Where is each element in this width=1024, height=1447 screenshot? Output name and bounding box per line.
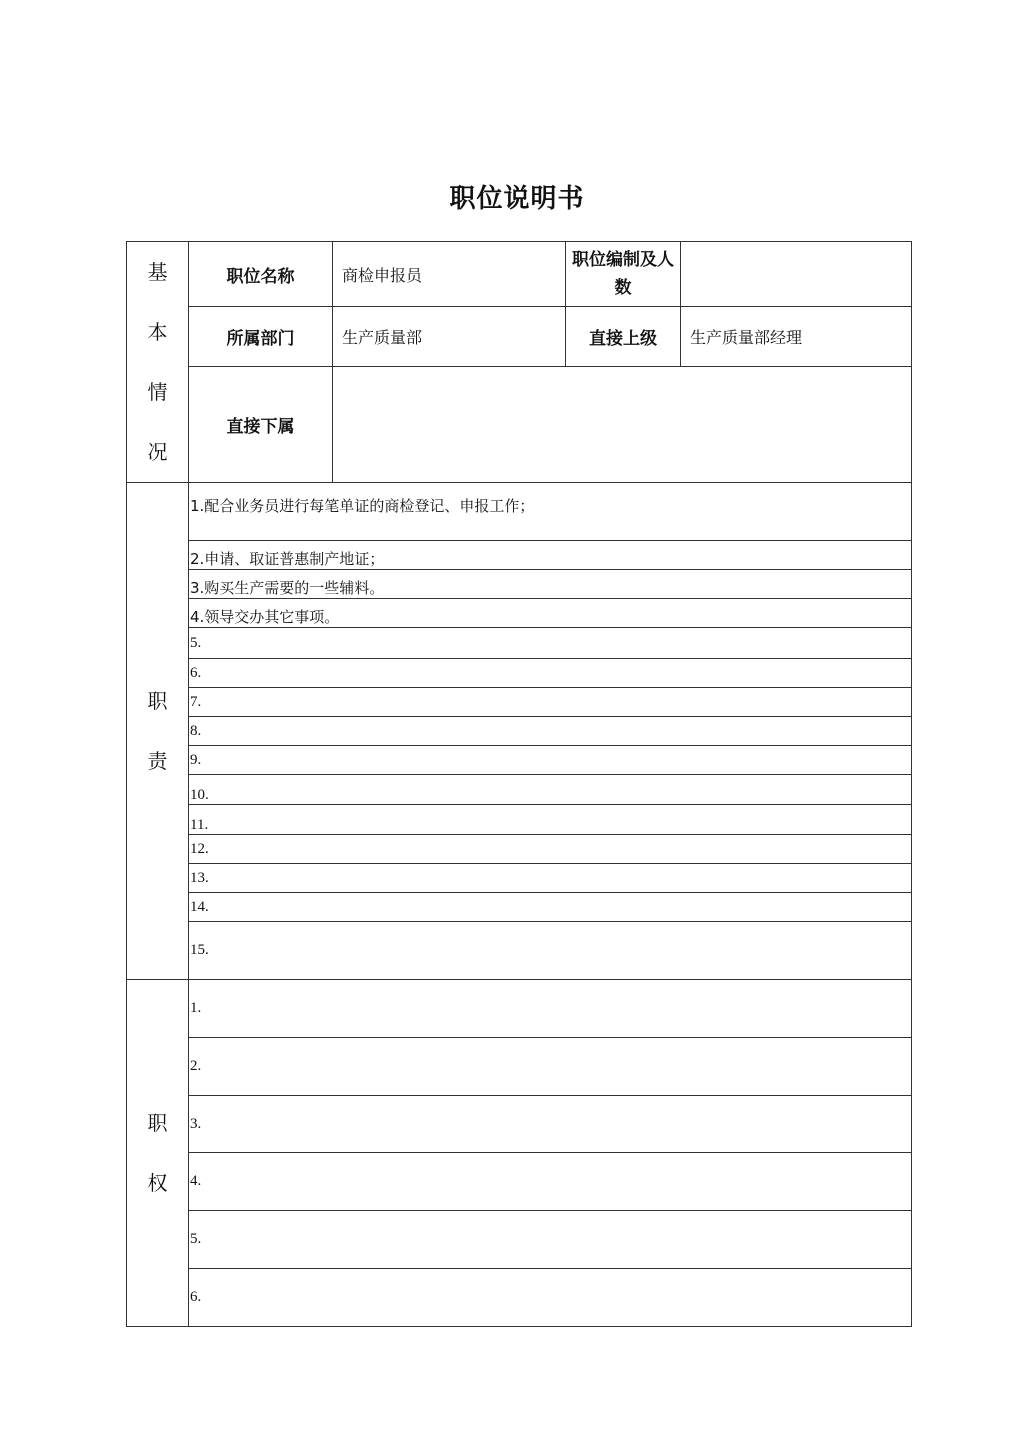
authority-row xyxy=(127,1211,912,1269)
job-description-table xyxy=(126,241,912,1327)
duty-item[interactable]: 15. xyxy=(189,922,912,980)
duty-item[interactable]: 7. xyxy=(189,688,912,717)
duty-item[interactable]: 11. xyxy=(189,805,912,835)
duty-item[interactable]: 14. xyxy=(189,893,912,922)
duty-item[interactable]: 13. xyxy=(189,864,912,893)
duty-row xyxy=(127,570,912,599)
section-char: 情 xyxy=(147,380,168,404)
section-basic-info xyxy=(127,242,189,483)
authority-item[interactable]: 6. xyxy=(189,1269,912,1327)
duty-row xyxy=(127,688,912,717)
duty-row xyxy=(127,805,912,835)
row-department xyxy=(127,307,912,366)
authority-item[interactable]: 2. xyxy=(189,1038,912,1096)
supervisor-value[interactable]: 生产质量部经理 xyxy=(681,307,912,366)
duty-row xyxy=(127,599,912,628)
duty-item[interactable]: 4.领导交办其它事项。 xyxy=(189,599,912,628)
section-char: 职 xyxy=(147,689,168,713)
authority-row xyxy=(127,1096,912,1153)
duty-item[interactable]: 3.购买生产需要的一些辅料。 xyxy=(189,570,912,599)
supervisor-label: 直接上级 xyxy=(566,307,681,366)
section-char: 基 xyxy=(147,260,168,284)
duty-row xyxy=(127,541,912,570)
duty-item[interactable]: 5. xyxy=(189,628,912,659)
duty-item[interactable]: 9. xyxy=(189,746,912,775)
department-label: 所属部门 xyxy=(189,307,333,366)
section-char: 况 xyxy=(147,440,168,464)
duty-row xyxy=(127,893,912,922)
section-char: 责 xyxy=(147,749,168,773)
authority-row xyxy=(127,980,912,1038)
document-title: 职位说明书 xyxy=(449,184,585,214)
duty-row xyxy=(127,922,912,980)
authority-row xyxy=(127,1269,912,1327)
duty-item[interactable]: 12. xyxy=(189,835,912,864)
row-subordinates xyxy=(127,366,912,482)
authority-item[interactable]: 4. xyxy=(189,1153,912,1211)
authority-row xyxy=(127,1153,912,1211)
section-char: 职 xyxy=(147,1111,168,1135)
section-authority xyxy=(127,980,189,1327)
authority-item[interactable]: 1. xyxy=(189,980,912,1038)
duty-item[interactable]: 2.申请、取证普惠制产地证； xyxy=(189,541,912,570)
authority-row xyxy=(127,1038,912,1096)
headcount-label: 职位编制及人数 xyxy=(566,242,681,307)
authority-item[interactable]: 3. xyxy=(189,1096,912,1153)
duty-row xyxy=(127,483,912,541)
section-char: 权 xyxy=(147,1171,168,1195)
authority-item[interactable]: 5. xyxy=(189,1211,912,1269)
department-value[interactable]: 生产质量部 xyxy=(333,307,566,366)
headcount-value[interactable] xyxy=(681,242,912,307)
duty-item[interactable]: 6. xyxy=(189,659,912,688)
duty-item[interactable]: 1.配合业务员进行每笔单证的商检登记、申报工作； xyxy=(189,483,912,541)
section-duties xyxy=(127,483,189,980)
subordinates-value[interactable] xyxy=(333,366,912,482)
duty-row xyxy=(127,775,912,805)
duty-item[interactable]: 10. xyxy=(189,775,912,805)
position-name-label: 职位名称 xyxy=(189,242,333,307)
duty-row xyxy=(127,864,912,893)
position-name-value[interactable]: 商检申报员 xyxy=(333,242,566,307)
duty-row xyxy=(127,717,912,746)
subordinates-label: 直接下属 xyxy=(189,366,333,482)
duty-item[interactable]: 8. xyxy=(189,717,912,746)
duty-row xyxy=(127,835,912,864)
duty-row xyxy=(127,628,912,659)
duty-row xyxy=(127,659,912,688)
row-position-name xyxy=(127,242,912,307)
duty-row xyxy=(127,746,912,775)
section-char: 本 xyxy=(147,320,168,344)
